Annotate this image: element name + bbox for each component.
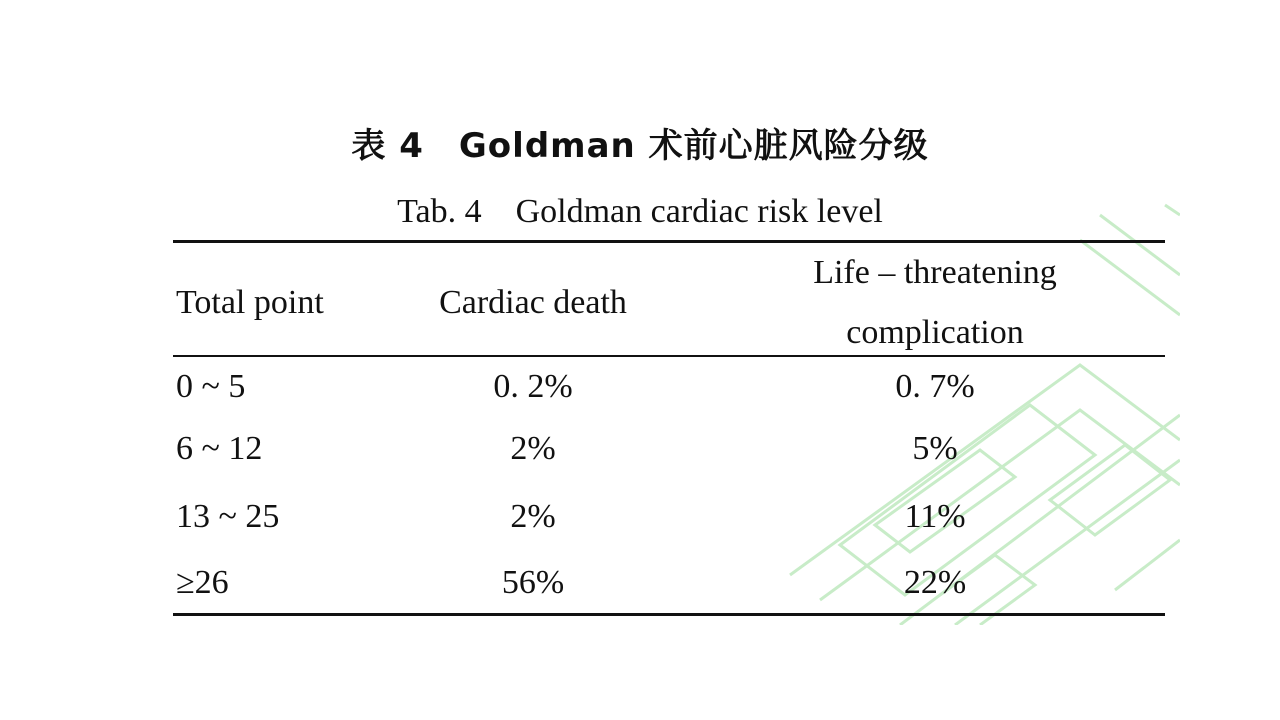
row-3-complication: 11% xyxy=(904,498,966,535)
table-title-chinese: 表 4 Goldman 术前心脏风险分级 xyxy=(351,126,929,166)
row-2-cardiac-death: 2% xyxy=(510,430,556,467)
row-1-points: 0 ~ 5 xyxy=(176,368,246,405)
row-4-complication: 22% xyxy=(903,564,967,601)
header-cardiac-death: Cardiac death xyxy=(439,284,627,321)
header-complication: complication xyxy=(846,314,1024,351)
row-2-complication: 5% xyxy=(912,430,958,467)
row-1-cardiac-death: 0. 2% xyxy=(493,368,573,405)
row-3-cardiac-death: 2% xyxy=(510,498,556,535)
row-4-cardiac-death: 56% xyxy=(501,564,565,601)
table-header-rule xyxy=(173,355,1165,357)
row-2-points: 6 ~ 12 xyxy=(176,430,263,467)
table-bottom-rule xyxy=(173,613,1165,616)
row-4-points: ≥26 xyxy=(176,564,229,601)
table-top-rule xyxy=(173,240,1165,243)
row-3-points: 13 ~ 25 xyxy=(176,498,280,535)
header-total-point: Total point xyxy=(176,284,324,321)
row-1-complication: 0. 7% xyxy=(895,368,975,405)
table-title-english: Tab. 4 Goldman cardiac risk level xyxy=(397,193,883,230)
header-life-threatening: Life – threatening xyxy=(813,254,1057,291)
